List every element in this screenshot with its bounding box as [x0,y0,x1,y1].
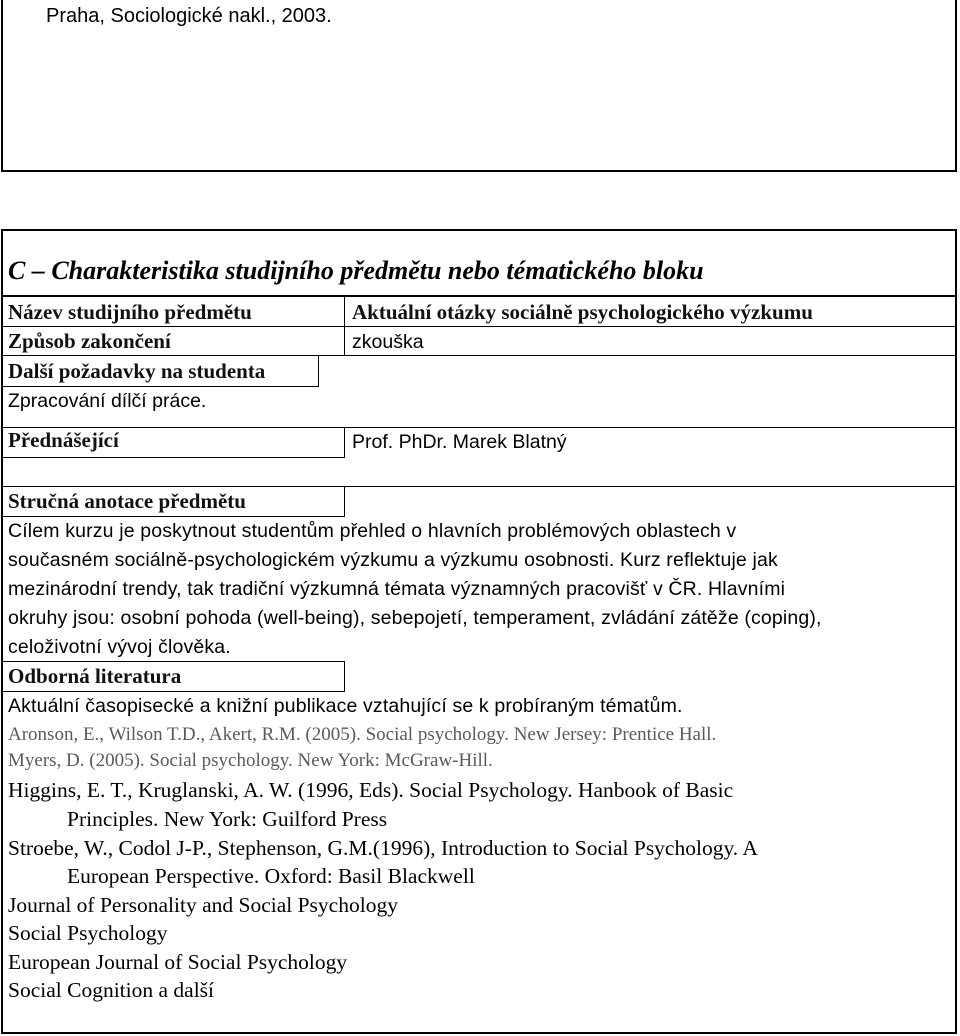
literature-label-right-border [344,661,345,691]
literature-reference: Journal of Personality and Social Psychology [8,893,398,917]
row-divider-2 [1,355,957,356]
label-column-divider-2 [344,427,345,457]
table-top-border [1,229,957,231]
literature-reference-continuation: Principles. New York: Guilford Press [67,807,388,831]
lecturer-value: Prof. PhDr. Marek Blatný [352,431,567,453]
annotation-line: současném sociálně-psychologickém výzkumu a výzkumu osobnosti. Kurz reflektuje jak [8,549,778,571]
section-title: C – Charakteristika studijního předmětu nebo tématického bloku [8,256,704,285]
literature-reference-continuation: European Perspective. Oxford: Basil Blackwell [67,864,475,888]
literature-reference: Stroebe, W., Codol J-P., Stephenson, G.M.(1996), Introduction to Social Psychology. A [8,836,758,860]
top-cell-bottom-border [1,170,957,172]
literature-reference: European Journal of Social Psychology [8,950,348,974]
requirements-label-right-border [318,355,319,386]
title-bottom-border [1,295,957,297]
table-bottom-border [1,1032,957,1034]
literature-reference: Aronson, E., Wilson T.D., Akert, R.M. (2005). Social psychology. New Jersey: Prentice Hall. [8,724,717,745]
annotation-line: mezinárodní trendy, tak tradiční výzkumná témata významných pracovišť v ČR. Hlavními [8,578,786,600]
table-left-border [1,229,3,1034]
annotation-label-bottom-border [1,516,345,517]
annotation-top-border [1,486,957,487]
top-cell-left-border [1,0,3,172]
annotation-line: celoživotní vývoj člověka. [8,636,231,658]
course-name-value: Aktuální otázky sociálně psychologického výzkumu [352,300,813,324]
annotation-line: okruhy jsou: osobní pohoda (well-being), sebepojetí, temperament, zvládání zátěže (coping), [8,607,822,629]
literature-label: Odborná literatura [8,664,182,688]
lecturer-label-bottom-border [1,457,345,458]
top-cell-text: Praha, Sociologické nakl., 2003. [46,5,332,27]
lecturer-row-top-border [1,427,957,428]
annotation-label: Stručná anotace předmětu [8,489,246,513]
literature-intro: Aktuální časopisecké a knižní publikace vztahující se k probíraným tématům. [8,695,683,717]
literature-reference: Social Cognition a další [8,978,215,1002]
top-cell-right-border [955,0,957,172]
requirements-value: Zpracování dílčí práce. [8,390,207,412]
annotation-line: Cílem kurzu je poskytnout studentům přehled o hlavních problémových oblastech v [8,520,737,542]
annotation-label-right-border [344,486,345,516]
course-name-label: Název studijního předmětu [8,300,252,324]
requirements-label: Další požadavky na studenta [8,359,266,383]
literature-reference: Myers, D. (2005). Social psychology. New York: McGraw-Hill. [8,750,493,771]
lecturer-label: Přednášející [8,428,119,452]
literature-label-bottom-border [1,691,345,692]
completion-value: zkouška [352,331,424,353]
requirements-label-bottom-border [1,386,319,387]
table-right-border [955,229,957,1034]
literature-reference: Social Psychology [8,921,168,945]
label-column-divider-1 [344,295,345,355]
row-divider-1 [1,326,957,327]
literature-reference: Higgins, E. T., Kruglanski, A. W. (1996, Eds). Social Psychology. Hanbook of Basic [8,778,734,802]
literature-top-border [1,661,345,662]
completion-label: Způsob zakončení [8,329,171,353]
